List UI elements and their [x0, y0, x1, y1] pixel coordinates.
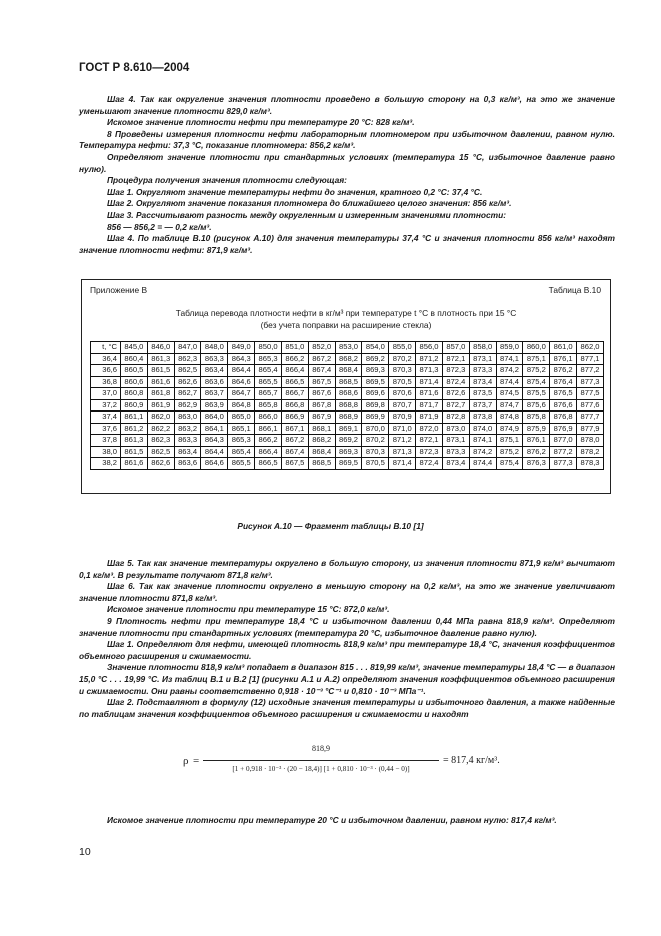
- density-cell: 846,0: [147, 342, 174, 354]
- temperature-cell: 36,4: [91, 353, 121, 365]
- paragraph: Шаг 5. Так как значение температуры округлено в большую сторону, из значения плотности 871,9 кг/м³ вычитают 0,1 кг/м³. В результате получают 871,8 кг/м³.: [79, 558, 615, 580]
- density-cell: 865,5: [228, 458, 255, 470]
- density-cell: 866,2: [281, 353, 308, 365]
- density-cell: 864,0: [201, 411, 228, 423]
- density-cell: 875,8: [523, 411, 550, 423]
- table-row: [91, 423, 604, 435]
- table-row: [91, 458, 604, 470]
- formula-numerator: 818,9: [312, 744, 330, 753]
- density-cell: 869,2: [362, 353, 389, 365]
- table-title-line-1: Таблица перевода плотности нефти в кг/м³ при температуре t °С в плотность при 15 °С: [175, 308, 517, 318]
- density-cell: 867,2: [281, 435, 308, 447]
- density-table: [90, 341, 604, 470]
- density-cell: 869,3: [335, 446, 362, 458]
- top-text-block: [79, 94, 615, 256]
- density-cell: 875,2: [496, 446, 523, 458]
- density-cell: 863,3: [174, 435, 201, 447]
- density-cell: 861,2: [121, 423, 148, 435]
- density-cell: 853,0: [335, 342, 362, 354]
- density-cell: 872,0: [416, 423, 443, 435]
- temperature-cell: 37,4: [91, 411, 121, 423]
- density-cell: 874,8: [496, 411, 523, 423]
- density-cell: 869,5: [362, 376, 389, 388]
- density-cell: 868,1: [308, 423, 335, 435]
- density-cell: 868,2: [308, 435, 335, 447]
- density-cell: 877,7: [577, 411, 604, 423]
- density-cell: 870,9: [389, 411, 416, 423]
- density-cell: 862,0: [147, 411, 174, 423]
- density-cell: 877,2: [577, 365, 604, 377]
- density-cell: 866,4: [281, 365, 308, 377]
- density-cell: 862,6: [174, 376, 201, 388]
- density-cell: 867,4: [281, 446, 308, 458]
- density-cell: 864,4: [228, 365, 255, 377]
- temperature-cell: 36,6: [91, 365, 121, 377]
- density-cell: 876,6: [550, 399, 577, 411]
- density-cell: 849,0: [228, 342, 255, 354]
- density-cell: 869,2: [335, 435, 362, 447]
- density-cell: 872,6: [442, 388, 469, 400]
- density-cell: 862,3: [147, 435, 174, 447]
- density-cell: 875,5: [523, 388, 550, 400]
- density-cell: 873,3: [442, 446, 469, 458]
- density-cell: 875,4: [523, 376, 550, 388]
- density-cell: 871,9: [416, 411, 443, 423]
- figure-caption: Рисунок А.10 — Фрагмент таблицы В.10 [1]: [237, 521, 424, 531]
- density-cell: 867,8: [308, 399, 335, 411]
- density-cell: 865,4: [255, 365, 282, 377]
- density-cell: 861,3: [121, 435, 148, 447]
- density-cell: 870,6: [389, 388, 416, 400]
- density-cell: 861,1: [121, 411, 148, 423]
- density-cell: 874,4: [496, 376, 523, 388]
- density-cell: 863,9: [201, 399, 228, 411]
- table-row: [91, 376, 604, 388]
- density-cell: 860,0: [523, 342, 550, 354]
- density-cell: 874,1: [469, 435, 496, 447]
- document-header: ГОСТ Р 8.610—2004: [79, 62, 190, 74]
- density-cell: 861,8: [147, 388, 174, 400]
- density-cell: 864,6: [201, 458, 228, 470]
- density-cell: 864,8: [228, 399, 255, 411]
- density-cell: 859,0: [496, 342, 523, 354]
- density-cell: 866,5: [281, 376, 308, 388]
- density-cell: 877,0: [550, 435, 577, 447]
- paragraph: Значение плотности 818,9 кг/м³ попадает в диапазон 815 . . . 819,99 кг/м³, значение температуры 18,4 °С — в диапазон 15,0 °С . . . 19,99 °С. Из таблиц В.1 и В.2 [1] (рисунки А.1 и А.2) определяют значения коэффициентов объемного расширения и сжимаемости. Они равны соответственно 0,918 · 10⁻³ °С⁻¹ и 0,810 · 10⁻³ МПа⁻¹.: [79, 662, 615, 696]
- density-cell: 862,5: [174, 365, 201, 377]
- density-cell: 867,5: [281, 458, 308, 470]
- final-text-block: [79, 815, 615, 827]
- table-row: [91, 399, 604, 411]
- density-cell: 867,1: [281, 423, 308, 435]
- density-cell: 872,4: [442, 376, 469, 388]
- density-cell: 871,4: [389, 458, 416, 470]
- density-cell: 868,4: [308, 446, 335, 458]
- density-cell: 868,5: [308, 458, 335, 470]
- density-cell: 865,0: [228, 411, 255, 423]
- density-cell: 873,0: [442, 423, 469, 435]
- density-cell: 870,2: [362, 435, 389, 447]
- density-cell: 845,0: [121, 342, 148, 354]
- density-cell: 873,1: [469, 353, 496, 365]
- density-cell: 877,6: [577, 399, 604, 411]
- density-cell: 860,5: [121, 365, 148, 377]
- density-cell: 863,2: [174, 423, 201, 435]
- density-cell: 865,7: [255, 388, 282, 400]
- density-cell: 873,3: [469, 365, 496, 377]
- page-number: 10: [79, 846, 91, 858]
- paragraph: Шаг 4. По таблице В.10 (рисунок А.10) для значения температуры 37,4 °С и значения плотности 856 кг/м³ находят значение плотности нефти: 871,9 кг/м³.: [79, 233, 615, 255]
- table-row: [91, 411, 604, 423]
- bottom-text-block: [79, 558, 615, 720]
- density-cell: 861,5: [121, 446, 148, 458]
- density-cell: 876,3: [523, 458, 550, 470]
- density-cell: 861,5: [147, 365, 174, 377]
- density-cell: 856,0: [416, 342, 443, 354]
- density-cell: 870,3: [362, 446, 389, 458]
- density-formula: [183, 744, 513, 780]
- density-cell: 878,3: [577, 458, 604, 470]
- density-cell: 873,5: [469, 388, 496, 400]
- density-cell: 864,1: [201, 423, 228, 435]
- density-cell: 860,6: [121, 376, 148, 388]
- density-cell: 871,3: [416, 365, 443, 377]
- density-cell: 877,5: [577, 388, 604, 400]
- density-cell: 865,3: [228, 435, 255, 447]
- density-cell: 864,3: [201, 435, 228, 447]
- density-cell: 862,2: [147, 423, 174, 435]
- formula-rho: ρ: [183, 755, 189, 767]
- density-cell: 863,0: [174, 411, 201, 423]
- density-cell: 871,6: [416, 388, 443, 400]
- density-cell: 876,9: [550, 423, 577, 435]
- density-cell: 864,3: [228, 353, 255, 365]
- density-cell: 851,0: [281, 342, 308, 354]
- density-cell: 875,9: [523, 423, 550, 435]
- density-cell: 864,7: [228, 388, 255, 400]
- formula-result: = 817,4 кг/м³.: [443, 755, 500, 766]
- density-cell: 864,6: [228, 376, 255, 388]
- density-cell: 867,6: [308, 388, 335, 400]
- table-title-line-2: (без учета поправки на расширение стекла): [260, 320, 432, 330]
- density-cell: 861,6: [121, 458, 148, 470]
- density-cell: 861,0: [550, 342, 577, 354]
- fraction-bar: [203, 760, 439, 761]
- density-cell: 871,3: [389, 446, 416, 458]
- density-cell: 869,8: [362, 399, 389, 411]
- formula-denominator: [1 + 0,918 · 10⁻³ · (20 − 18,4)] [1 + 0,810 · 10⁻³ · (0,44 − 0)]: [232, 765, 410, 773]
- density-cell: 871,0: [389, 423, 416, 435]
- density-cell: 871,2: [416, 353, 443, 365]
- table-label: Таблица В.10: [548, 285, 601, 295]
- density-cell: 862,6: [147, 458, 174, 470]
- density-cell: 866,0: [255, 411, 282, 423]
- density-cell: 862,5: [147, 446, 174, 458]
- density-cell: 869,3: [362, 365, 389, 377]
- density-cell: 863,3: [201, 353, 228, 365]
- density-cell: 873,1: [442, 435, 469, 447]
- density-cell: 872,8: [442, 411, 469, 423]
- density-cell: 873,7: [469, 399, 496, 411]
- table-row: [91, 446, 604, 458]
- density-cell: 867,9: [308, 411, 335, 423]
- formula-equals: =: [193, 755, 200, 767]
- table-row: [91, 353, 604, 365]
- table-title: [82, 307, 610, 331]
- density-cell: 850,0: [255, 342, 282, 354]
- table-row: [91, 435, 604, 447]
- density-cell: 866,7: [281, 388, 308, 400]
- density-cell: 866,4: [255, 446, 282, 458]
- table-row: [91, 388, 604, 400]
- density-cell: 868,5: [335, 376, 362, 388]
- density-cell: 861,6: [147, 376, 174, 388]
- density-cell: 874,2: [469, 446, 496, 458]
- paragraph: Определяют значение плотности при стандартных условиях (температура 15 °С, избыточное давление равно нулю).: [79, 151, 615, 174]
- paragraph: Шаг 1. Определяют для нефти, имеющей плотность 818,9 кг/м³ при температуре 18,4 °С, значения коэффициентов объемного расширения и сжимаемости.: [79, 639, 615, 661]
- density-cell: 872,1: [442, 353, 469, 365]
- density-cell: 867,2: [308, 353, 335, 365]
- temperature-cell: 37,2: [91, 399, 121, 411]
- paragraph: 8 Проведены измерения плотности нефти лабораторным плотномером при избыточном давлении, равном нулю. Температура нефти: 37,3 °С, показание плотномера: 856,2 кг/м³.: [79, 128, 615, 151]
- density-cell: 855,0: [389, 342, 416, 354]
- density-cell: 868,8: [335, 399, 362, 411]
- density-cell: 860,9: [121, 399, 148, 411]
- density-cell: 861,3: [147, 353, 174, 365]
- density-cell: 871,7: [416, 399, 443, 411]
- density-cell: 865,3: [255, 353, 282, 365]
- density-cell: 863,6: [201, 376, 228, 388]
- density-cell: 862,0: [577, 342, 604, 354]
- density-cell: 875,4: [496, 458, 523, 470]
- density-cell: 869,5: [335, 458, 362, 470]
- temperature-cell: 38,2: [91, 458, 121, 470]
- density-cell: 875,1: [496, 435, 523, 447]
- density-cell: 870,0: [362, 423, 389, 435]
- density-cell: 854,0: [362, 342, 389, 354]
- paragraph: Шаг 4. Так как округление значения плотности проведено в большую сторону на 0,3 кг/м³, на это же значение уменьшают значение плотности 829,0 кг/м³.: [79, 94, 615, 116]
- density-cell: 866,8: [281, 399, 308, 411]
- density-cell: 874,1: [496, 353, 523, 365]
- density-cell: 866,2: [255, 435, 282, 447]
- density-cell: 861,9: [147, 399, 174, 411]
- density-cell: 876,5: [550, 388, 577, 400]
- density-cell: 868,6: [335, 388, 362, 400]
- density-cell: 873,4: [469, 376, 496, 388]
- table-header-row: [91, 342, 604, 354]
- temperature-cell: t, °C: [91, 342, 121, 354]
- paragraph: 9 Плотность нефти при температуре 18,4 °С и избыточном давлении 0,44 МПа равна 818,9 кг/м³. Определяют значение плотности при стандартных условиях (температура 20 °С, избыточное давление равно нулю).: [79, 615, 615, 638]
- density-cell: 872,3: [416, 446, 443, 458]
- temperature-cell: 37,6: [91, 423, 121, 435]
- temperature-cell: 37,0: [91, 388, 121, 400]
- density-cell: 860,4: [121, 353, 148, 365]
- density-cell: 868,4: [335, 365, 362, 377]
- density-cell: 875,6: [523, 399, 550, 411]
- density-cell: 870,5: [389, 376, 416, 388]
- density-cell: 874,4: [469, 458, 496, 470]
- table-row: [91, 365, 604, 377]
- density-cell: 874,5: [496, 388, 523, 400]
- temperature-cell: 37,8: [91, 435, 121, 447]
- appendix-label: Приложение В: [90, 285, 148, 295]
- density-cell: 872,4: [416, 458, 443, 470]
- temperature-cell: 36,8: [91, 376, 121, 388]
- density-cell: 872,7: [442, 399, 469, 411]
- density-cell: 863,4: [201, 365, 228, 377]
- density-cell: 877,2: [550, 446, 577, 458]
- density-cell: 873,4: [442, 458, 469, 470]
- density-cell: 866,5: [255, 458, 282, 470]
- density-cell: 877,1: [577, 353, 604, 365]
- temperature-cell: 38,0: [91, 446, 121, 458]
- density-cell: 865,1: [228, 423, 255, 435]
- density-cell: 874,7: [496, 399, 523, 411]
- density-cell: 877,3: [577, 376, 604, 388]
- density-cell: 848,0: [201, 342, 228, 354]
- density-cell: 872,1: [416, 435, 443, 447]
- density-cell: 865,5: [255, 376, 282, 388]
- density-cell: 878,2: [577, 446, 604, 458]
- paragraph: Шаг 6. Так как значение плотности округлено в меньшую сторону на 0,2 кг/м³, на это же значение увеличивают значение плотности 871,8 кг/м³.: [79, 581, 615, 603]
- density-cell: 871,2: [389, 435, 416, 447]
- density-cell: 862,3: [174, 353, 201, 365]
- density-cell: 863,6: [174, 458, 201, 470]
- density-cell: 874,9: [496, 423, 523, 435]
- paragraph: Шаг 2. Округляют значение показания плотномера до ближайшего целого значения: 856 кг/м³.: [107, 198, 512, 209]
- density-cell: 870,3: [389, 365, 416, 377]
- density-cell: 876,8: [550, 411, 577, 423]
- density-cell: 876,1: [550, 353, 577, 365]
- density-cell: 876,2: [550, 365, 577, 377]
- density-cell: 865,4: [228, 446, 255, 458]
- density-cell: 865,8: [255, 399, 282, 411]
- figure-box: [81, 279, 611, 494]
- paragraph: Шаг 3. Рассчитывают разность между округленным и измеренным значениями плотности:: [107, 209, 506, 220]
- density-cell: 875,1: [523, 353, 550, 365]
- density-cell: 869,6: [362, 388, 389, 400]
- density-cell: 869,9: [362, 411, 389, 423]
- density-cell: 874,2: [496, 365, 523, 377]
- density-cell: 876,4: [550, 376, 577, 388]
- density-cell: 857,0: [442, 342, 469, 354]
- paragraph: Шаг 1. Округляют значение температуры нефти до значения, кратного 0,2 °С: 37,4 °С.: [107, 186, 483, 197]
- density-cell: 870,5: [362, 458, 389, 470]
- density-cell: 868,2: [335, 353, 362, 365]
- density-cell: 874,0: [469, 423, 496, 435]
- density-cell: 847,0: [174, 342, 201, 354]
- paragraph: Шаг 2. Подставляют в формулу (12) исходные значения температуры и избыточного давления, а также найденные по таблицам значения коэффициентов объемного расширения и сжимаемости и находят: [79, 697, 615, 719]
- density-cell: 864,4: [201, 446, 228, 458]
- density-cell: 867,5: [308, 376, 335, 388]
- density-cell: 873,8: [469, 411, 496, 423]
- density-cell: 862,9: [174, 399, 201, 411]
- paragraph: 856 — 856,2 = — 0,2 кг/м³.: [107, 221, 212, 232]
- density-cell: 867,4: [308, 365, 335, 377]
- density-cell: 875,2: [523, 365, 550, 377]
- paragraph: Искомое значение плотности нефти при температуре 20 °С: 828 кг/м³.: [107, 117, 415, 128]
- density-cell: 862,7: [174, 388, 201, 400]
- density-cell: 863,4: [174, 446, 201, 458]
- paragraph: Искомое значение плотности при температуре 20 °С и избыточном давлении, равном нулю: 817,4 кг/м³.: [107, 815, 557, 825]
- density-cell: 866,9: [281, 411, 308, 423]
- density-cell: 870,2: [389, 353, 416, 365]
- density-cell: 863,7: [201, 388, 228, 400]
- density-cell: 871,4: [416, 376, 443, 388]
- density-cell: 866,1: [255, 423, 282, 435]
- density-cell: 877,3: [550, 458, 577, 470]
- density-cell: 878,0: [577, 435, 604, 447]
- density-cell: 858,0: [469, 342, 496, 354]
- density-cell: 870,7: [389, 399, 416, 411]
- density-cell: 876,1: [523, 435, 550, 447]
- density-cell: 868,9: [335, 411, 362, 423]
- density-cell: 877,9: [577, 423, 604, 435]
- paragraph: Процедура получения значения плотности следующая:: [107, 175, 347, 186]
- density-cell: 876,2: [523, 446, 550, 458]
- paragraph: Искомое значение плотности при температуре 15 °С: 872,0 кг/м³.: [107, 604, 390, 615]
- density-cell: 852,0: [308, 342, 335, 354]
- density-cell: 869,1: [335, 423, 362, 435]
- density-cell: 860,8: [121, 388, 148, 400]
- density-cell: 872,3: [442, 365, 469, 377]
